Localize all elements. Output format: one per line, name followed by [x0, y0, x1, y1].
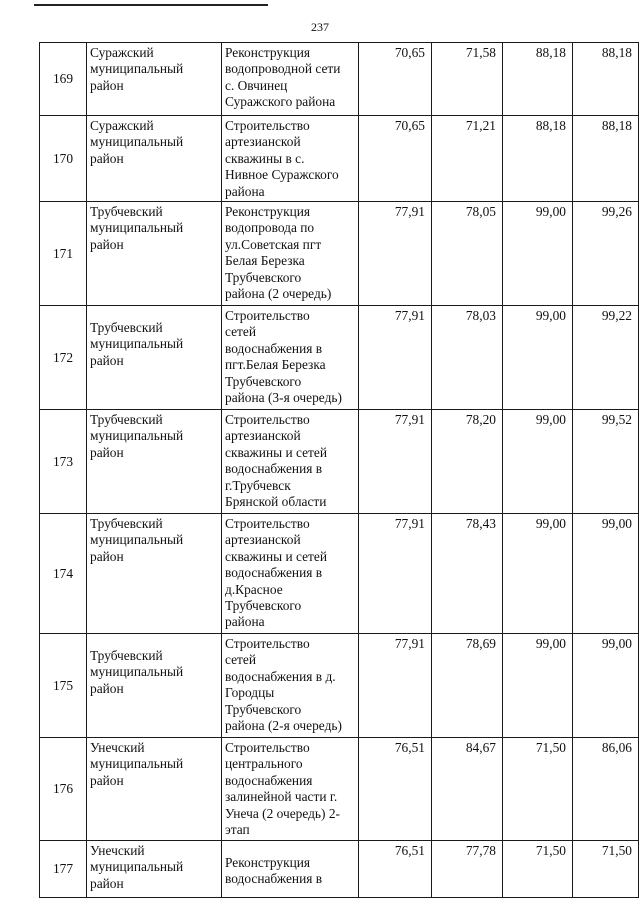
- district-text: Трубчевский муниципальный район: [90, 320, 184, 368]
- value-cell: 71,58: [432, 43, 503, 116]
- row-number: 169: [40, 43, 87, 116]
- row-number: 174: [40, 514, 87, 634]
- value-cell: 70,65: [359, 43, 432, 116]
- project-cell: Строительство артезианской скважины и сетей водоснабжения в г.Трубчевск Брянской области: [222, 410, 359, 514]
- row-number: 172: [40, 306, 87, 410]
- value-cell: 77,91: [359, 634, 432, 738]
- value-cell: 78,69: [432, 634, 503, 738]
- table-row: [40, 514, 639, 634]
- value-cell: 99,52: [573, 410, 639, 514]
- project-text: Реконструкция водоснабжения в: [225, 855, 323, 887]
- value-cell: 99,26: [573, 202, 639, 306]
- district-cell: [87, 306, 222, 410]
- value-cell: 84,67: [432, 738, 503, 841]
- value-cell: 99,00: [573, 634, 639, 738]
- project-cell: Строительство сетей водоснабжения в пгт.Белая Березка Трубчевского района (3-я очередь): [222, 306, 359, 410]
- project-cell: Реконструкция водопровода по ул.Советская пгт Белая Березка Трубчевского района (2 очередь): [222, 202, 359, 306]
- value-cell: 99,00: [503, 634, 573, 738]
- district-cell: Трубчевский муниципальный район: [87, 410, 222, 514]
- value-cell: 99,00: [503, 202, 573, 306]
- value-cell: 71,50: [573, 841, 639, 898]
- project-cell: Строительство центрального водоснабжения залинейной части г. Унеча (2 очередь) 2- этап: [222, 738, 359, 841]
- value-cell: 78,03: [432, 306, 503, 410]
- value-cell: 71,21: [432, 116, 503, 202]
- value-cell: 78,43: [432, 514, 503, 634]
- value-cell: 71,50: [503, 841, 573, 898]
- value-cell: 70,65: [359, 116, 432, 202]
- value-cell: 78,05: [432, 202, 503, 306]
- value-cell: 88,18: [503, 43, 573, 116]
- top-rule: [34, 4, 268, 6]
- project-cell: Строительство артезианской скважины в с. Нивное Суражского района: [222, 116, 359, 202]
- table-row: [40, 410, 639, 514]
- value-cell: 77,78: [432, 841, 503, 898]
- value-cell: 99,00: [573, 514, 639, 634]
- value-cell: 99,00: [503, 410, 573, 514]
- district-text: Трубчевский муниципальный район: [90, 648, 184, 696]
- projects-table: [39, 42, 639, 898]
- project-cell: Строительство артезианской скважины и сетей водоснабжения в д.Красное Трубчевского района: [222, 514, 359, 634]
- project-cell: Строительство сетей водоснабжения в д. Городцы Трубчевского района (2-я очередь): [222, 634, 359, 738]
- page-number: 237: [311, 20, 329, 34]
- table-row: [40, 841, 639, 898]
- value-cell: 86,06: [573, 738, 639, 841]
- row-number: 173: [40, 410, 87, 514]
- project-cell: Реконструкция водопроводной сети с. Овчинец Суражского района: [222, 43, 359, 116]
- table-row: [40, 202, 639, 306]
- table-row: [40, 306, 639, 410]
- row-number: 171: [40, 202, 87, 306]
- value-cell: 88,18: [503, 116, 573, 202]
- row-number: 170: [40, 116, 87, 202]
- row-number: 175: [40, 634, 87, 738]
- value-cell: 77,91: [359, 306, 432, 410]
- district-cell: Трубчевский муниципальный район: [87, 202, 222, 306]
- value-cell: 77,91: [359, 202, 432, 306]
- value-cell: 76,51: [359, 841, 432, 898]
- district-cell: Унечский муниципальный район: [87, 738, 222, 841]
- value-cell: 99,22: [573, 306, 639, 410]
- value-cell: 76,51: [359, 738, 432, 841]
- value-cell: 77,91: [359, 410, 432, 514]
- value-cell: 99,00: [503, 306, 573, 410]
- value-cell: 88,18: [573, 116, 639, 202]
- project-cell: [222, 841, 359, 898]
- district-cell: Унечский муниципальный район: [87, 841, 222, 898]
- value-cell: 71,50: [503, 738, 573, 841]
- row-number: 177: [40, 841, 87, 898]
- district-cell: Трубчевский муниципальный район: [87, 514, 222, 634]
- table-row: [40, 116, 639, 202]
- table-row: [40, 634, 639, 738]
- district-cell: [87, 634, 222, 738]
- value-cell: 77,91: [359, 514, 432, 634]
- value-cell: 99,00: [503, 514, 573, 634]
- table-row: [40, 43, 639, 116]
- table-row: [40, 738, 639, 841]
- district-cell: Суражский муниципальный район: [87, 116, 222, 202]
- row-number: 176: [40, 738, 87, 841]
- value-cell: 78,20: [432, 410, 503, 514]
- value-cell: 88,18: [573, 43, 639, 116]
- district-cell: Суражский муниципальный район: [87, 43, 222, 116]
